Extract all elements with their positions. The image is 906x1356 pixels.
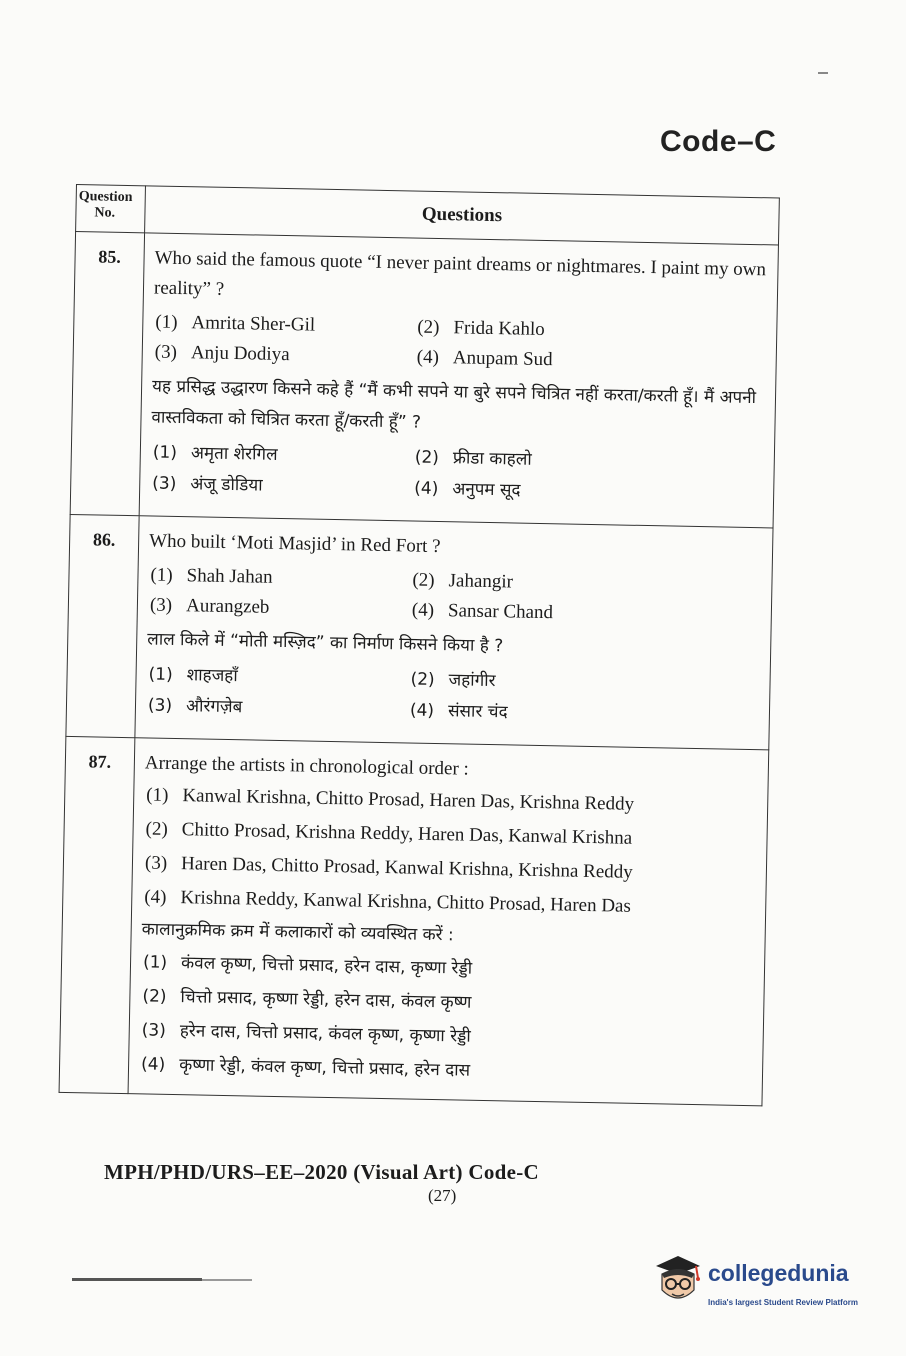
option-1-hi: (1) शाहजहाँ — [148, 664, 238, 687]
question-row-85 — [70, 232, 778, 528]
option-4-hi: (4) कृष्णा रेड्डी, कंवल कृष्ण, चित्तो प्रसाद, हरेन दास — [140, 1054, 471, 1081]
option-4: (4) Sansar Chand — [411, 599, 554, 624]
scan-speck — [818, 72, 828, 74]
column-header-question-no: Question No. — [76, 185, 146, 233]
question-row-86 — [66, 514, 773, 749]
column-header-questions: Questions — [145, 186, 780, 245]
code-label: Code–C — [660, 125, 777, 158]
option-1-hi: (1) कंवल कृष्ण, चित्तो प्रसाद, हरेन दास, कृष्णा रेड्डी — [142, 952, 473, 979]
option-3: (3) Aurangzeb — [149, 594, 270, 618]
question-table — [59, 184, 780, 1106]
question-text-en: Who built ‘Moti Masjid’ in Red Fort ? — [148, 530, 441, 558]
options-en — [152, 308, 770, 380]
question-number: 85. — [70, 232, 144, 516]
option-2-hi: (2) चित्तो प्रसाद, कृष्णा रेड्डी, हरेन दास, कंवल कृष्ण — [142, 986, 472, 1013]
options-hi — [150, 437, 768, 511]
question-number: 87. — [59, 736, 135, 1093]
option-2-hi: (2) जहांगीर — [410, 669, 496, 692]
question-text-hi: यह प्रसिद्ध उद्धारण किसने कहे हैं “मैं कभी सपने या बुरे सपने चित्रित नहीं करता/करती हूँ। मैं अपनी वास्तविकता को चित्रित करता हूँ/करती हूँ” ? — [151, 376, 757, 433]
question-row-87 — [59, 736, 769, 1105]
options-hi — [139, 945, 758, 1093]
option-4: (4) Krishna Reddy, Kanwal Krishna, Chitto Prosad, Haren Das — [144, 886, 632, 917]
option-1: (1) Kanwal Krishna, Chitto Prosad, Haren Das, Krishna Reddy — [146, 784, 635, 815]
scan-bar-faint — [202, 1279, 252, 1281]
option-3-hi: (3) अंजू डोडिया — [152, 473, 263, 496]
option-2: (2) Jahangir — [412, 569, 514, 593]
option-2: (2) Frida Kahlo — [417, 316, 545, 341]
question-body — [135, 516, 773, 750]
watermark-name: collegedunia — [708, 1260, 849, 1286]
option-4-hi: (4) अनुपम सूद — [414, 478, 521, 501]
collegedunia-watermark — [652, 1250, 882, 1320]
scan-bar — [72, 1278, 202, 1281]
options-hi — [146, 659, 764, 733]
question-text-hi: कालानुक्रमिक क्रम में कलाकारों को व्यवस्थित करें : — [141, 919, 454, 946]
option-1: (1) Amrita Sher-Gil — [155, 311, 316, 336]
question-body — [128, 738, 769, 1106]
option-3: (3) Anju Dodiya — [154, 341, 290, 366]
options-en — [142, 778, 761, 926]
option-2-hi: (2) फ्रीडा काहलो — [414, 447, 532, 470]
question-text-hi: लाल किले में “मोती मस्ज़िद” का निर्माण किसने किया है ? — [147, 629, 504, 657]
option-3: (3) Haren Das, Chitto Prosad, Kanwal Krishna, Krishna Reddy — [144, 852, 633, 883]
option-4: (4) Anupam Sud — [416, 346, 553, 371]
question-text-en: Who said the famous quote “I never paint dreams or nightmares. I paint my own reality” ? — [153, 247, 767, 300]
option-3-hi: (3) हरेन दास, चित्तो प्रसाद, कंवल कृष्ण, कृष्णा रेड्डी — [141, 1020, 471, 1047]
option-1-hi: (1) अमृता शेरगिल — [152, 442, 278, 465]
option-2: (2) Chitto Prosad, Krishna Reddy, Haren Das, Kanwal Krishna — [145, 818, 633, 849]
option-3-hi: (3) औरंगज़ेब — [147, 695, 243, 718]
mascot-icon — [652, 1252, 704, 1310]
question-text-en: Arrange the artists in chronological order : — [144, 752, 469, 780]
question-body — [139, 233, 778, 528]
question-number: 86. — [66, 514, 139, 737]
option-1: (1) Shah Jahan — [150, 564, 273, 588]
option-4-hi: (4) संसार चंद — [409, 700, 508, 723]
page-number: (27) — [428, 1186, 457, 1205]
exam-footer: MPH/PHD/URS–EE–2020 (Visual Art) Code-C — [104, 1160, 539, 1184]
watermark-tagline: India's largest Student Review Platform — [708, 1298, 858, 1307]
options-en — [148, 560, 766, 632]
